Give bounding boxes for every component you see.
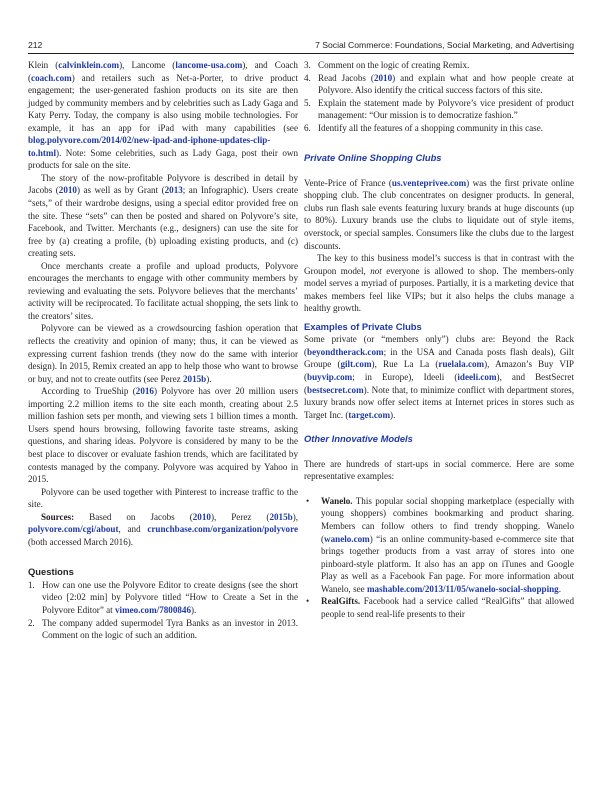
paragraph: Some private (or “members only”) clubs are: Beyond the Rack (beyondtherack.com; in the USA and Canada posts flash deals), Gilt Groupe (gilt.com), Rue La La (ruelala.com), Amazon’s Buy VIP (buyvip.com; in Europe), Ideeli (ideeli.com), and BestSecret (bestsecret.com). Note that, to minimize conflict with department stores, luxury brands now offer select items at Internet prices in stores such as Target Inc. (target.com). xyxy=(304,334,574,420)
link[interactable]: blog.polyvore.com/2014/02/new-ipad-and-iphone-updates-clip-to.html xyxy=(28,135,271,158)
paragraph: The story of the now-profitable Polyvore is described in detail by Jacobs (2010) as well as by Grant (2013; an Infographic). Users create “sets,” of their wardrobe designs, using a special editor provided free on the site. These “sets” can then be posted and shared on Polyvore’s site, Facebook, and Twitter. Merchants (e.g., designers) can use the site for free by (a) creating a profile, (b) uploading existing products, and (c) creating sets. xyxy=(28,172,298,259)
subsection-heading: Examples of Private Clubs xyxy=(304,320,422,332)
paragraph: Polyvore can be viewed as a crowdsourcing fashion operation that reflects the creativity and opinion of many; thus, it can be viewed as expressing current fashion trends (they now do the same with interior design). In 2015, Remix created an app to help those who want to browse or buy, and not to create outfits (see Perez 2015b). xyxy=(28,323,298,384)
citation-link[interactable]: 2016 xyxy=(135,386,154,397)
running-header xyxy=(28,40,574,54)
left-column xyxy=(28,59,298,642)
running-head: 7 Social Commerce: Foundations, Social Marketing, and Advertising xyxy=(315,40,574,50)
citation-link[interactable]: 2010 xyxy=(373,72,393,83)
link[interactable]: polyvore.com/cgi/about xyxy=(28,524,119,535)
link[interactable]: beyondtherack.com xyxy=(307,346,384,357)
list-item: • RealGifts. Facebook had a service called “RealGifts” that allowed people to send real-life presents to their xyxy=(306,596,574,619)
list-item: • Wanelo. This popular social shopping marketplace (especially with young shoppers) combines bookmarking and product sharing. Members can follow others to find trendy shopping. Wanelo (wanelo.com) “is an online community-based e-commerce site that brings together products from a vast array of stores into one pinboard-style platform. It also has an app on iTunes and Google Play as well as a Facebook Fan page. For more information about Wanelo, see mashable.com/2013/11/05/wanelo-social-shopping. xyxy=(306,495,574,594)
citation-link[interactable]: 2015b xyxy=(182,373,207,384)
list-item: 5. Explain the statement made by Polyvore’s vice president of product management: “Our mission is to democratize fashion.” xyxy=(304,97,574,121)
questions-list-continued xyxy=(304,59,574,134)
list-item: 6. Identify all the features of a shopping community in this case. xyxy=(304,122,544,133)
link[interactable]: coach.com xyxy=(31,72,72,83)
link[interactable]: mashable.com/2013/11/05/wanelo-social-shopping xyxy=(366,583,559,594)
section-heading: Other Innovative Models xyxy=(304,433,413,445)
citation-link[interactable]: 2010 xyxy=(58,185,77,196)
citation-link[interactable]: 2015b xyxy=(269,511,293,522)
link[interactable]: ruelala.com xyxy=(438,359,485,370)
sources: Sources: Based on Jacobs (2010), Perez (2015b), polyvore.com/cgi/about, and crunchbase.com/organization/polyvore (both accessed March 2016). xyxy=(28,511,299,547)
paragraph: The key to this business model’s success is that in contrast with the Groupon model, not everyone is allowed to shop. The members-only model serves a myriad of purposes. Partially, it is a marketing device that makes members feel like VIPs; but it also helps the clubs manage a healthy growth. xyxy=(304,253,574,314)
paragraph: There are hundreds of start-ups in social commerce. Here are some representative examples: xyxy=(304,458,574,482)
page-number: 212 xyxy=(28,40,43,50)
link[interactable]: vimeo.com/7800846 xyxy=(115,604,192,615)
link[interactable]: target.com xyxy=(348,409,391,420)
bullet-list xyxy=(304,495,574,620)
bullet-icon: • xyxy=(306,495,310,506)
section-heading: Private Online Shopping Clubs xyxy=(304,152,442,164)
paragraph: Vente-Price of France (us.venteprivee.com) was the first private online shopping club. The club concentrates on designer products. In general, clubs run flash sale events featuring luxury brands at huge discounts (up to 80%). Luxury brands use the clubs to liquidate out of style items, overstock, or special samples. Consumers like the clubs due to the largest discounts. xyxy=(304,177,574,251)
paragraph: Polyvore can be used together with Pinterest to increase traffic to the site. xyxy=(28,486,298,510)
list-item: 3. Comment on the logic of creating Remix. xyxy=(304,60,470,70)
bullet-icon: • xyxy=(306,596,310,607)
link[interactable]: wanelo.com xyxy=(324,533,370,544)
list-item: 1. How can one use the Polyvore Editor to create designs (see the short video [2:02 min] by Polyvore titled “How to Create a Set in the Polyvore Editor” at vimeo.com/7800846). xyxy=(28,579,298,615)
link[interactable]: lancome-usa.com xyxy=(175,60,243,70)
paragraph: Once merchants create a profile and upload products, Polyvore encourages the merchants to engage with other community members by reviewing and evaluating the sets. Polyvore believes that the merchants’ activity will be reciprocated. To facilitate actual shopping, the sets link to the creators’ sites. xyxy=(28,260,298,321)
paragraph: According to TrueShip (2016) Polyvore has over 20 million users importing 2.2 million items to the site each month, creating about 2.5 million fashion sets per month, and viewing sets 1 billion times a month. Users spend hours browsing, following favorite taste streams, asking questions, and sharing ideas. Polyvore is considered by many to be the best place to discover or evaluate fashion trends, which are facilitated by contests managed by the company. Polyvore was acquired by Yahoo in 2015. xyxy=(28,386,298,485)
link[interactable]: buyvip.com xyxy=(307,372,353,383)
citation-link[interactable]: 2013 xyxy=(164,185,183,196)
questions-heading: Questions xyxy=(28,566,74,578)
list-item: 2. The company added supermodel Tyra Banks as an investor in 2013. Comment on the logic of such an addition. xyxy=(28,617,298,641)
header-rule xyxy=(28,53,574,54)
citation-link[interactable]: 2010 xyxy=(192,511,211,522)
link[interactable]: calvinklein.com xyxy=(58,60,120,70)
questions-list xyxy=(28,579,298,642)
link[interactable]: bestsecret.com xyxy=(307,384,364,395)
link[interactable]: gilt.com xyxy=(340,359,372,370)
paragraph: Klein (calvinklein.com), Lancome (lancome-usa.com), and Coach (coach.com) and retailers such as Net-a-Porter, to drive product engagement; the user-generated fashion products on its site are then judged by community members and by celebrities such as Lady Gaga and Katy Perry. Today, the company is also using mobile technologies. For example, it has an app for iPad with many capabilities (see blog.polyvore.com/2014/02/new-ipad-and-iphone-updates-clip-to.html). Note: Some celebrities, such as Lady Gaga, post their own products for sale on the site. xyxy=(28,60,298,171)
link[interactable]: us.venteprivee.com xyxy=(391,177,467,188)
link[interactable]: ideeli.com xyxy=(457,372,497,383)
list-item: 4. Read Jacobs (2010) and explain what and how people create at Polyvore. Also identify the critical success factors of this site. xyxy=(304,72,574,96)
right-column xyxy=(304,59,574,620)
link[interactable]: crunchbase.com/organization/polyvore xyxy=(147,524,298,535)
